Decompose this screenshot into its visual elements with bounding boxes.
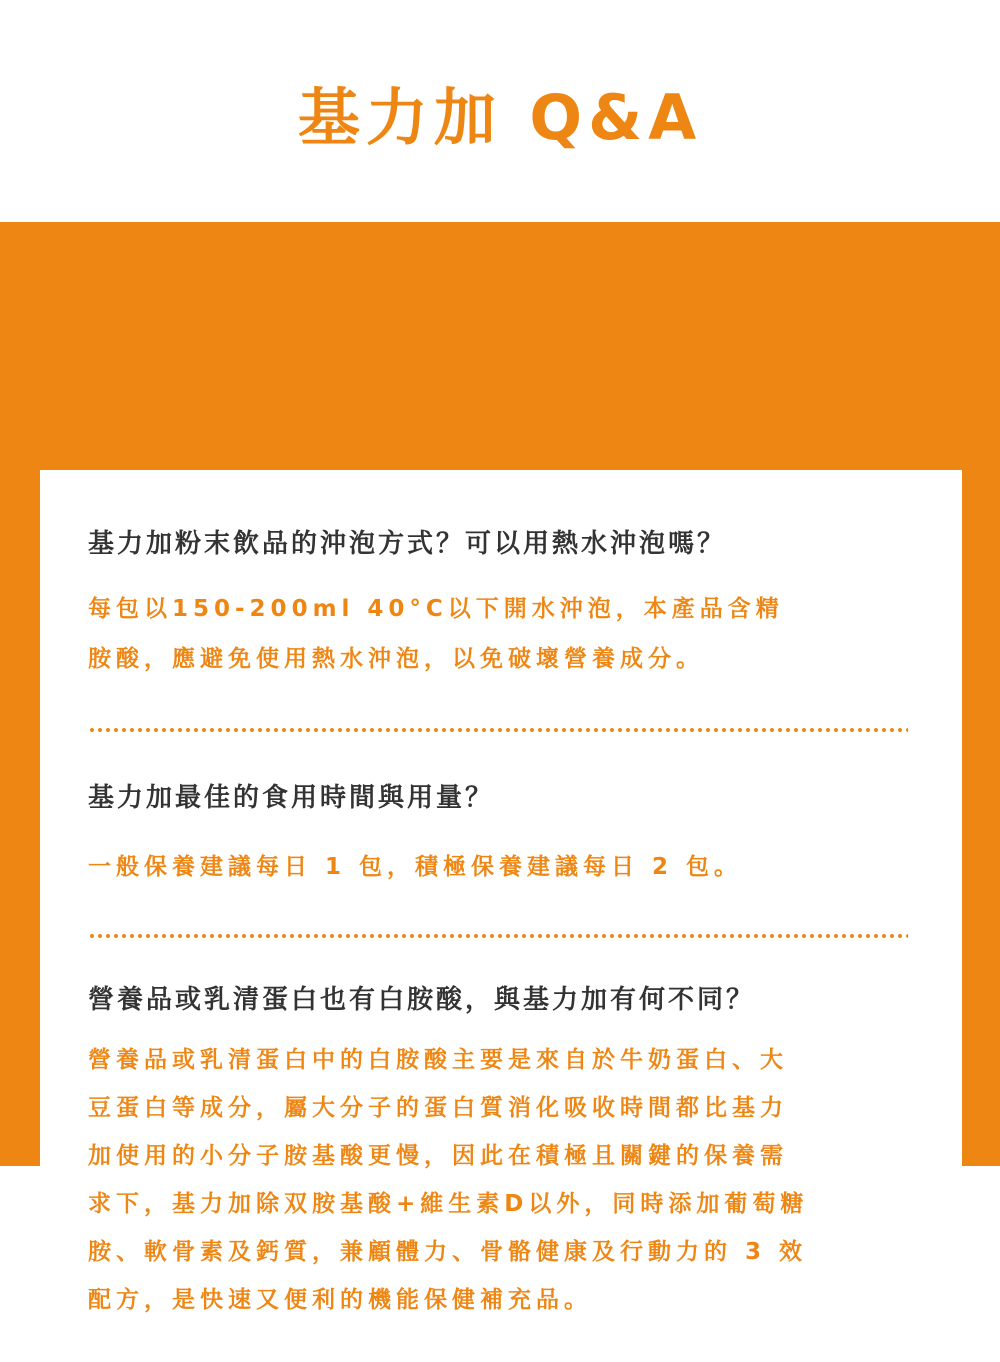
dotted-divider: [88, 728, 908, 732]
answer-text: [88, 850, 928, 884]
answer-line: 求下，基力加除双胺基酸+維生素D以外，同時添加葡萄糖: [88, 1191, 809, 1217]
page-title: 基力加 Q&A: [297, 81, 703, 154]
answer-line: 胺酸，應避免使用熱水沖泡，以免破壞營養成分。: [88, 646, 704, 672]
answer-line: 胺、軟骨素及鈣質，兼顧體力、骨骼健康及行動力的 3 效: [88, 1239, 808, 1265]
answer-text: [88, 1036, 928, 1324]
question-heading: 營養品或乳清蛋白也有白胺酸，與基力加有何不同？: [88, 985, 756, 1015]
question-heading: 基力加最佳的食用時間與用量？: [88, 783, 495, 813]
answer-line: 豆蛋白等成分，屬大分子的蛋白質消化吸收時間都比基力: [88, 1095, 788, 1121]
answer-text: [88, 584, 928, 684]
qa-item: [88, 982, 928, 1324]
answer-line: 每包以150-200ml 40°C以下開水沖泡，本產品含精: [88, 596, 784, 622]
answer-line: 一般保養建議每日 1 包，積極保養建議每日 2 包。: [88, 854, 743, 880]
orange-frame: [0, 222, 1000, 1313]
qa-card: [40, 470, 962, 1362]
answer-line: 加使用的小分子胺基酸更慢，因此在積極且關鍵的保養需: [88, 1143, 788, 1169]
dotted-divider: [88, 934, 908, 938]
answer-line: 配方，是快速又便利的機能保健補充品。: [88, 1287, 592, 1313]
answer-line: 營養品或乳清蛋白中的白胺酸主要是來自於牛奶蛋白、大: [88, 1047, 788, 1073]
qa-item: [88, 526, 928, 684]
question-heading: 基力加粉末飲品的沖泡方式？可以用熱水沖泡嗎？: [88, 529, 727, 559]
qa-item: [88, 780, 928, 884]
